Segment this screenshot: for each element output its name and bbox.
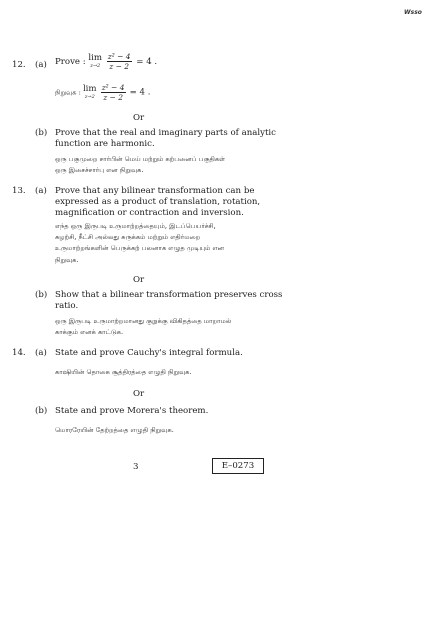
- prove-prefix: Prove :: [55, 57, 86, 67]
- question-12b-text-line2: function are harmonic.: [55, 139, 155, 149]
- question-14a-tamil: காஷியின் தொகை சூத்திரத்தை எழுதி நிறுவுக.: [55, 368, 192, 376]
- question-14b-tamil: மொரரேயின் தேற்றத்தை எழுதி நிறுவுக.: [55, 426, 174, 434]
- question-13a-text-line3: magnification or contraction and inversion.: [55, 208, 244, 218]
- limit-fraction: $\frac{\text{z² − 4}}{z - 2}$: [107, 52, 131, 71]
- question-12-number: 12.: [12, 60, 26, 70]
- limit-result: = 4 .: [129, 87, 151, 98]
- question-14-number: 14.: [12, 348, 26, 358]
- question-13a-tamil-line1: எந்த ஒரு இருபடி உருமாற்றத்தையும், இடப்பெயர்ச்சி,: [55, 222, 216, 230]
- question-12a-formula-en: [55, 52, 157, 71]
- prove-prefix-tamil: நிறுவுக :: [55, 88, 81, 97]
- question-13b-text-line1: Show that a bilinear transformation preserves cross: [55, 290, 283, 300]
- question-14a-text: State and prove Cauchy's integral formula.: [55, 348, 243, 358]
- question-13a-text-line2: expressed as a product of translation, rotation,: [55, 197, 261, 207]
- limit-fraction: $\frac{\text{z² − 4}}{z - 2}$: [101, 83, 125, 102]
- question-13b-label: (b): [35, 290, 48, 300]
- or-divider: Or: [133, 275, 145, 285]
- or-divider: Or: [133, 389, 145, 399]
- question-14b-label: (b): [35, 406, 48, 416]
- question-12a-label: (a): [35, 60, 47, 70]
- question-13a-tamil-line3: உருமாற்றங்களின் பெருக்கற் பலனாக எழுத முடியும் என: [55, 244, 225, 252]
- limit-operator: lim z→2: [88, 52, 103, 69]
- question-13b-text-line2: ratio.: [55, 301, 79, 311]
- question-13a-text-line1: Prove that any bilinear transformation can be: [55, 186, 255, 196]
- question-13a-tamil-line2: சுழற்சி, நீட்சி அல்லது சுருக்கம் மற்றும் எதிர்மறை: [55, 233, 201, 241]
- or-divider: Or: [133, 113, 145, 123]
- question-13a-label: (a): [35, 186, 47, 196]
- watermark: Wsso: [404, 9, 422, 16]
- limit-operator: lim z→2: [82, 83, 97, 100]
- question-14b-text: State and prove Morera's theorem.: [55, 406, 209, 416]
- question-12a-formula-ta: [55, 83, 150, 102]
- limit-result: = 4 .: [136, 57, 158, 67]
- question-13b-tamil-line2: காக்கும் எனக் காட்டுக.: [55, 328, 124, 336]
- question-13-number: 13.: [12, 186, 26, 196]
- question-13b-tamil-line1: ஒரு இருபடி உருமாற்றமானது குறுக்கு விகிதத்தை மாறாமல்: [55, 317, 232, 325]
- page-number: 3: [133, 462, 139, 472]
- exam-code-box: E–0273: [212, 458, 264, 474]
- question-13a-tamil-line4: நிறுவுக.: [55, 256, 79, 264]
- question-12b-text-line1: Prove that the real and imaginary parts of analytic: [55, 128, 276, 138]
- question-14a-label: (a): [35, 348, 47, 358]
- question-12b-label: (b): [35, 128, 48, 138]
- question-12b-tamil-line2: ஒரு இசைச்சார்பு என நிறுவுக.: [55, 166, 144, 174]
- question-12b-tamil-line1: ஒரு பகுமுறை சார்பின் மெய் மற்றும் கற்பனைப் பகுதிகள்: [55, 155, 226, 163]
